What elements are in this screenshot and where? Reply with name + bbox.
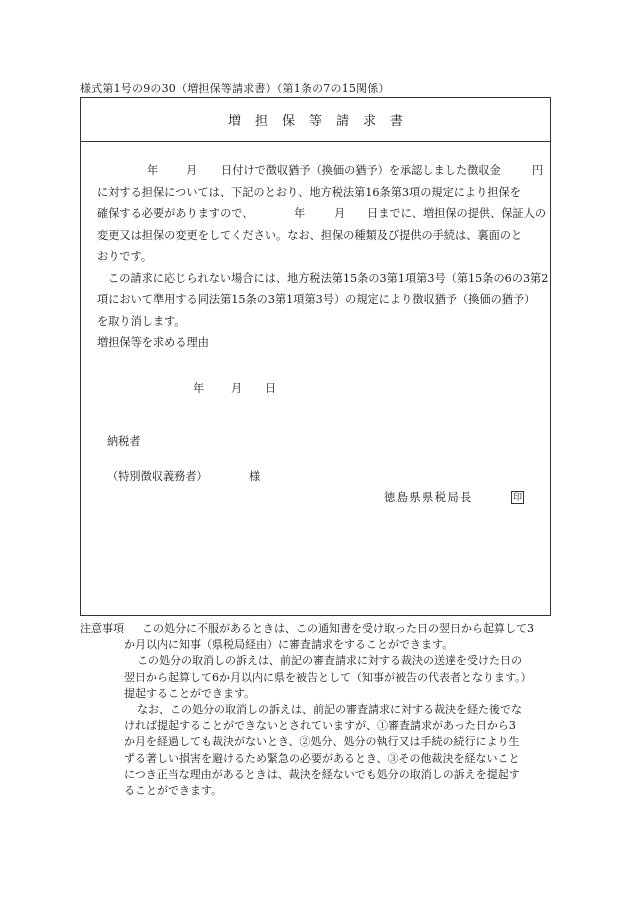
- para2-line3: [97, 311, 536, 333]
- notice-line5: [80, 686, 555, 702]
- honorific-mark: 様: [249, 469, 261, 483]
- date-year-mark: 年: [193, 381, 205, 395]
- notice-line5-text: 提起することができます。: [124, 686, 256, 700]
- notice-heading: 注意事項: [80, 622, 124, 635]
- notice-line10: [80, 767, 555, 783]
- para1-line3-a: 確保する必要がありますので、: [97, 207, 254, 220]
- notice-line11-text: ることができます。: [124, 783, 223, 797]
- notice-line6: [80, 702, 555, 718]
- notice-line10-text: につき正当な理由があるときは、裁決を経ないでも処分の取消しの訴えを提起す: [124, 767, 520, 781]
- notice-line2: [80, 637, 555, 653]
- para1-line2-text: に対する担保については、下記のとおり、地方税法第16条第3項の規定により担保を: [97, 185, 521, 199]
- form-title: 増担保等請求書: [81, 98, 550, 142]
- notice-line1: [80, 621, 555, 637]
- issuer-line: [97, 487, 536, 509]
- yen-mark: 円: [532, 164, 544, 177]
- notice-line9-text: ずる著しい損害を避けるため緊急の必要があるとき、③その他裁決を経ないこと: [124, 751, 520, 765]
- reason-label-text: 増担保等を求める理由: [97, 336, 209, 349]
- notice-line7-text: ければ提起することができないとされていますが、①審査請求があった日から3: [124, 719, 516, 733]
- para1-text: 日付けで徴収猶予（換価の猶予）を承認しました徴収金: [221, 164, 501, 177]
- para1-line2: [97, 182, 536, 204]
- special-line: [97, 466, 536, 488]
- para1-line3-b: 日までに、増担保の提供、保証人の: [367, 207, 547, 220]
- reason-label: [97, 332, 536, 354]
- para1-line5: [97, 246, 536, 268]
- form-number-label: 様式第1号の9の30（増担保等請求書）（第1条の7の15関係）: [80, 82, 390, 95]
- para1-line5-text: おりです。: [97, 250, 153, 263]
- notice-line2-text: か月以内に知事（県税局経由）に審査請求をすることができます。: [124, 638, 454, 652]
- notice-line3: [80, 653, 555, 669]
- taxpayer-line: [97, 431, 536, 453]
- request-form-box: [80, 97, 551, 616]
- para2-line1: [97, 268, 549, 290]
- para2-line3-text: を取り消します。: [97, 314, 186, 328]
- para2-line2: [97, 289, 536, 311]
- form-body: [97, 160, 549, 509]
- para1-year-mark: 年: [147, 164, 159, 177]
- date-day-mark: 日: [265, 381, 277, 395]
- special-collector-label: （特別徴収義務者）: [107, 469, 208, 483]
- para1-line3: [97, 203, 547, 225]
- para1-line1: [97, 160, 544, 182]
- notice-line9: [80, 751, 555, 767]
- notice-line1-text: この処分に不服があるときは、この通知書を受け取った日の翌日から起算して3: [142, 622, 534, 635]
- notice-line6-text: なお、この処分の取消しの訴えは、前記の審査請求に対する裁決を経た後でな: [137, 702, 522, 716]
- notice-line3-text: この処分の取消しの訴えは、前記の審査請求に対する裁決の送達を受けた日の: [137, 654, 522, 668]
- notice-line11: [80, 783, 555, 799]
- notice-line8-text: か月を経過しても裁決がないとき、②処分、処分の執行又は手続の続行により生: [124, 735, 520, 749]
- date-month-mark: 月: [231, 381, 243, 395]
- para1-line4: [97, 225, 536, 247]
- seal-mark: 印: [512, 493, 522, 503]
- para1-month-mark: 月: [186, 164, 198, 177]
- para2-line2-text: 項において準用する同法第15条の3第1項第3号）の規定により徴収猶予（換価の猶予）: [97, 293, 536, 306]
- para1-line4-text: 変更又は担保の変更をしてください。なお、担保の種類及び提供の手続は、裏面のと: [97, 228, 523, 242]
- notice-line4-text: 翌日から起算して6か月以内に県を被告として（知事が被告の代表者となります。）: [124, 670, 532, 684]
- notice-section: [80, 621, 555, 799]
- notice-line8: [80, 734, 555, 750]
- taxpayer-label: 納税者: [107, 435, 141, 448]
- para1-line3-month: 月: [334, 207, 346, 220]
- para1-line3-year: 年: [294, 207, 306, 220]
- notice-line7: [80, 718, 555, 734]
- notice-line4: [80, 670, 555, 686]
- para2-line1-text: この請求に応じられない場合には、地方税法第15条の3第1項第3号（第15条の6の3第2: [108, 271, 549, 285]
- date-line: [97, 378, 536, 400]
- issuer-name: 徳島県県税局長: [384, 491, 473, 504]
